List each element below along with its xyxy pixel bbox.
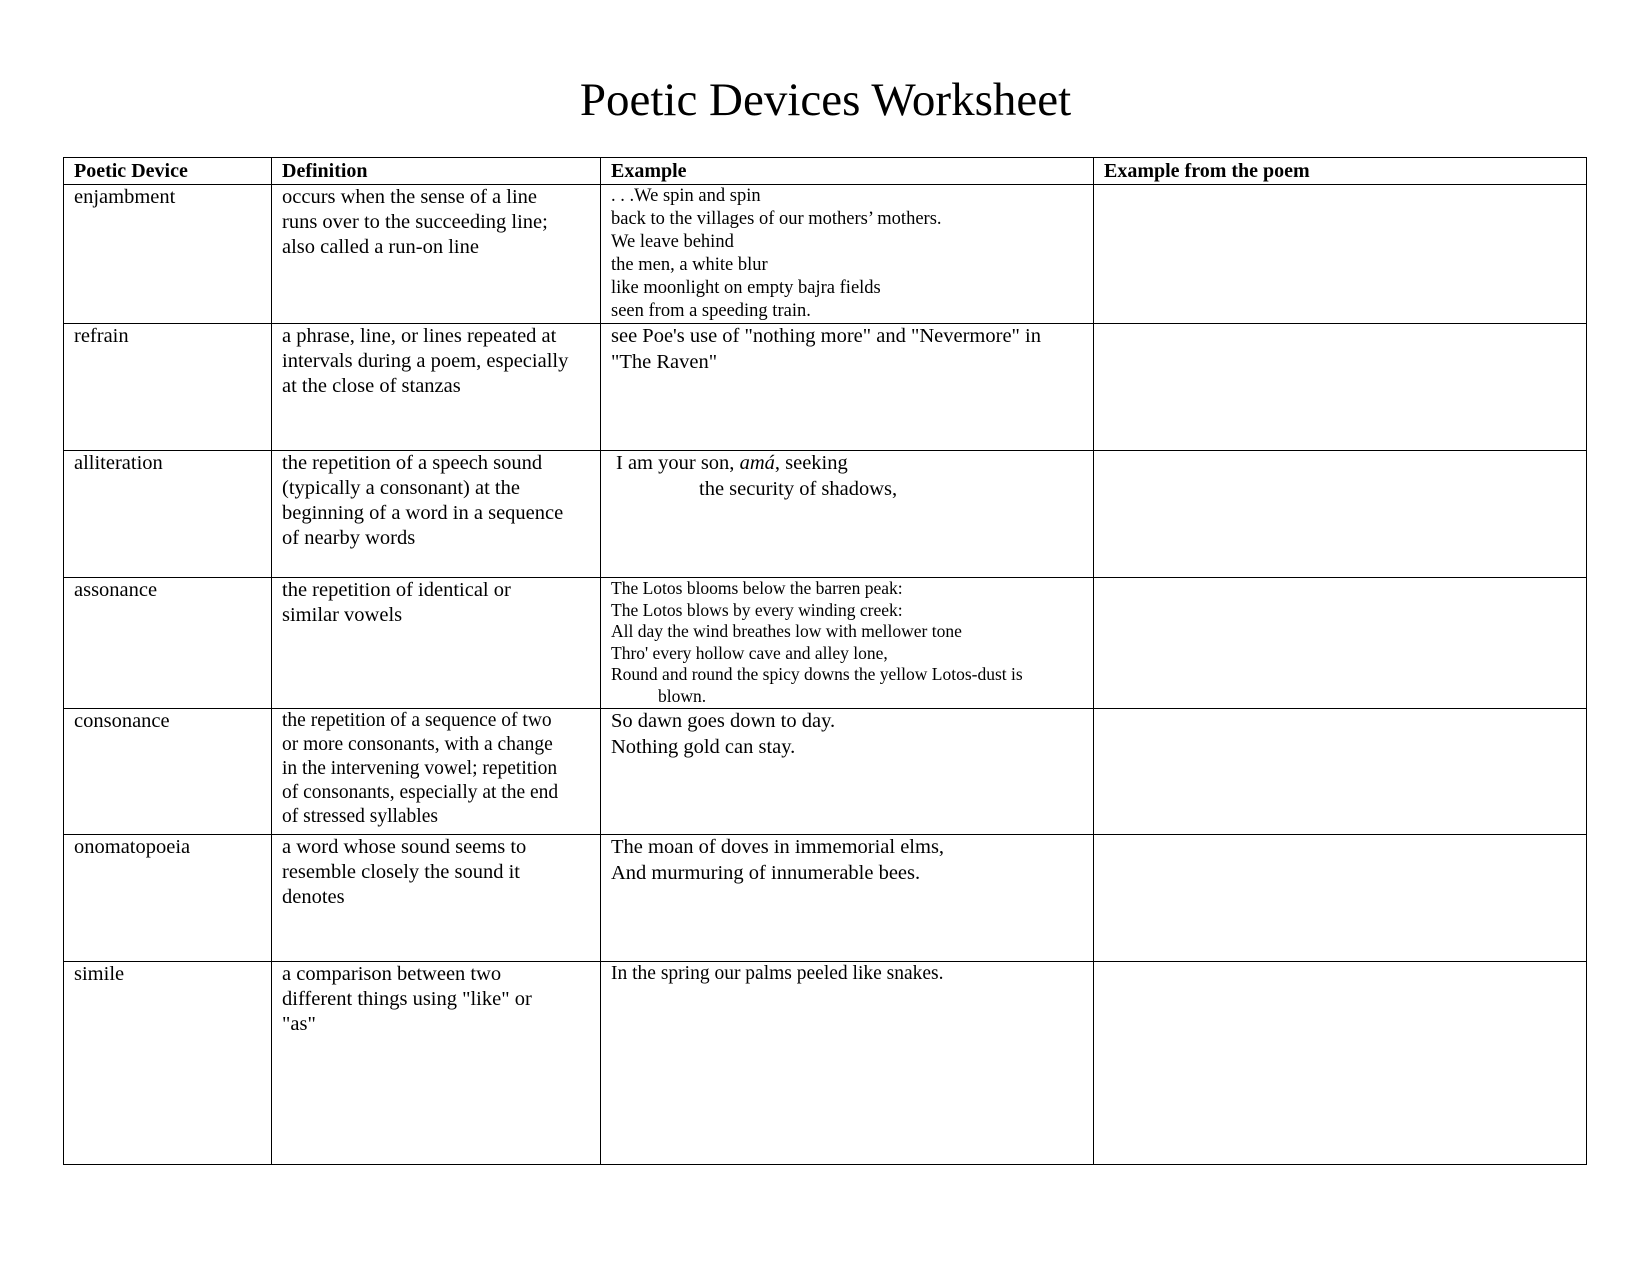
page-title: Poetic Devices Worksheet: [579, 74, 1072, 126]
example-line: the men, a white blur: [611, 255, 768, 275]
poem-example-cell[interactable]: [1094, 451, 1587, 578]
example-text: I am your son,: [616, 452, 740, 474]
example-line: And murmuring of innumerable bees.: [611, 861, 921, 884]
example-line: back to the villages of our mothers’ mothers.: [611, 209, 942, 229]
definition-line: also called a run-on line: [282, 236, 479, 258]
example-line: the security of shadows,: [699, 477, 898, 500]
device-definition: [272, 185, 601, 324]
example-text: , seeking: [774, 452, 848, 474]
example-line: The Lotos blooms below the barren peak:: [611, 578, 903, 598]
poem-example-cell[interactable]: [1094, 324, 1587, 451]
definition-line: occurs when the sense of a line: [282, 186, 538, 208]
header-poetic-device: Poetic Device: [64, 158, 272, 185]
device-example: [601, 324, 1094, 451]
definition-line: of nearby words: [282, 527, 416, 549]
definition-line: denotes: [282, 886, 345, 908]
definition-line: a word whose sound seems to: [282, 836, 527, 858]
poem-example-cell[interactable]: [1094, 962, 1587, 1165]
definition-line: in the intervening vowel; repetition: [282, 758, 558, 779]
header-example-from-poem: Example from the poem: [1094, 158, 1587, 185]
example-line: Thro' every hollow cave and alley lone,: [611, 642, 888, 663]
device-name: simile: [64, 962, 272, 1165]
device-definition: [272, 709, 601, 835]
device-definition: [272, 578, 601, 709]
definition-line: runs over to the succeeding line;: [282, 211, 548, 233]
table-row: [64, 451, 1587, 578]
definition-line: of stressed syllables: [282, 806, 438, 827]
device-example: [601, 185, 1094, 324]
device-definition: [272, 835, 601, 962]
table-row: [64, 709, 1587, 835]
poem-example-cell[interactable]: [1094, 185, 1587, 324]
table-row: [64, 324, 1587, 451]
header-definition: Definition: [272, 158, 601, 185]
device-definition: [272, 962, 601, 1165]
device-example: [601, 578, 1094, 709]
table-row: [64, 962, 1587, 1165]
definition-line: similar vowels: [282, 604, 403, 626]
table-row: [64, 185, 1587, 324]
device-definition: [272, 324, 601, 451]
device-name: consonance: [64, 709, 272, 835]
example-line: seen from a speeding train.: [611, 301, 811, 321]
definition-line: beginning of a word in a sequence: [282, 502, 564, 524]
definition-line: the repetition of identical or: [282, 579, 511, 601]
device-example: [601, 451, 1094, 578]
device-example: [601, 709, 1094, 835]
device-name: alliteration: [64, 451, 272, 578]
device-name: refrain: [64, 324, 272, 451]
example-line: Round and round the spicy downs the yellow Lotos-dust is: [611, 664, 1023, 684]
definition-line: intervals during a poem, especially: [282, 350, 569, 372]
example-line: In the spring our palms peeled like snakes.: [611, 963, 944, 984]
example-line: The Lotos blows by every winding creek:: [611, 599, 903, 620]
definition-line: the repetition of a speech sound: [282, 452, 543, 474]
poetic-devices-table: [63, 157, 1587, 1165]
device-name: onomatopoeia: [64, 835, 272, 962]
example-line: like moonlight on empty bajra fields: [611, 278, 881, 298]
definition-line: resemble closely the sound it: [282, 861, 520, 883]
example-italic-word: amá: [739, 452, 775, 474]
device-example: [601, 835, 1094, 962]
poem-example-cell[interactable]: [1094, 835, 1587, 962]
table-row: [64, 578, 1587, 709]
example-line: [611, 451, 1083, 477]
definition-line: the repetition of a sequence of two: [282, 710, 552, 731]
example-line: We leave behind: [611, 232, 734, 252]
example-line: So dawn goes down to day.: [611, 710, 836, 732]
definition-line: "as": [282, 1013, 316, 1035]
example-line: see Poe's use of "nothing more" and "Nevermore" in: [611, 325, 1041, 347]
example-line: "The Raven": [611, 350, 718, 373]
example-line: . . .We spin and spin: [611, 186, 761, 206]
device-definition: [272, 451, 601, 578]
device-example: [601, 962, 1094, 1165]
definition-line: different things using "like" or: [282, 988, 532, 1010]
definition-line: at the close of stanzas: [282, 375, 461, 397]
definition-line: a phrase, line, or lines repeated at: [282, 325, 557, 347]
table-header-row: [64, 158, 1587, 185]
poem-example-cell[interactable]: [1094, 709, 1587, 835]
table-row: [64, 835, 1587, 962]
definition-line: a comparison between two: [282, 963, 502, 985]
poem-example-cell[interactable]: [1094, 578, 1587, 709]
example-line: The moan of doves in immemorial elms,: [611, 836, 945, 858]
device-name: assonance: [64, 578, 272, 709]
example-line: blown.: [658, 685, 707, 706]
example-line: Nothing gold can stay.: [611, 735, 796, 758]
definition-line: of consonants, especially at the end: [282, 782, 559, 803]
header-example: Example: [601, 158, 1094, 185]
device-name: enjambment: [64, 185, 272, 324]
example-line: All day the wind breathes low with mellower tone: [611, 621, 962, 641]
definition-line: or more consonants, with a change: [282, 734, 553, 755]
definition-line: (typically a consonant) at the: [282, 477, 520, 499]
